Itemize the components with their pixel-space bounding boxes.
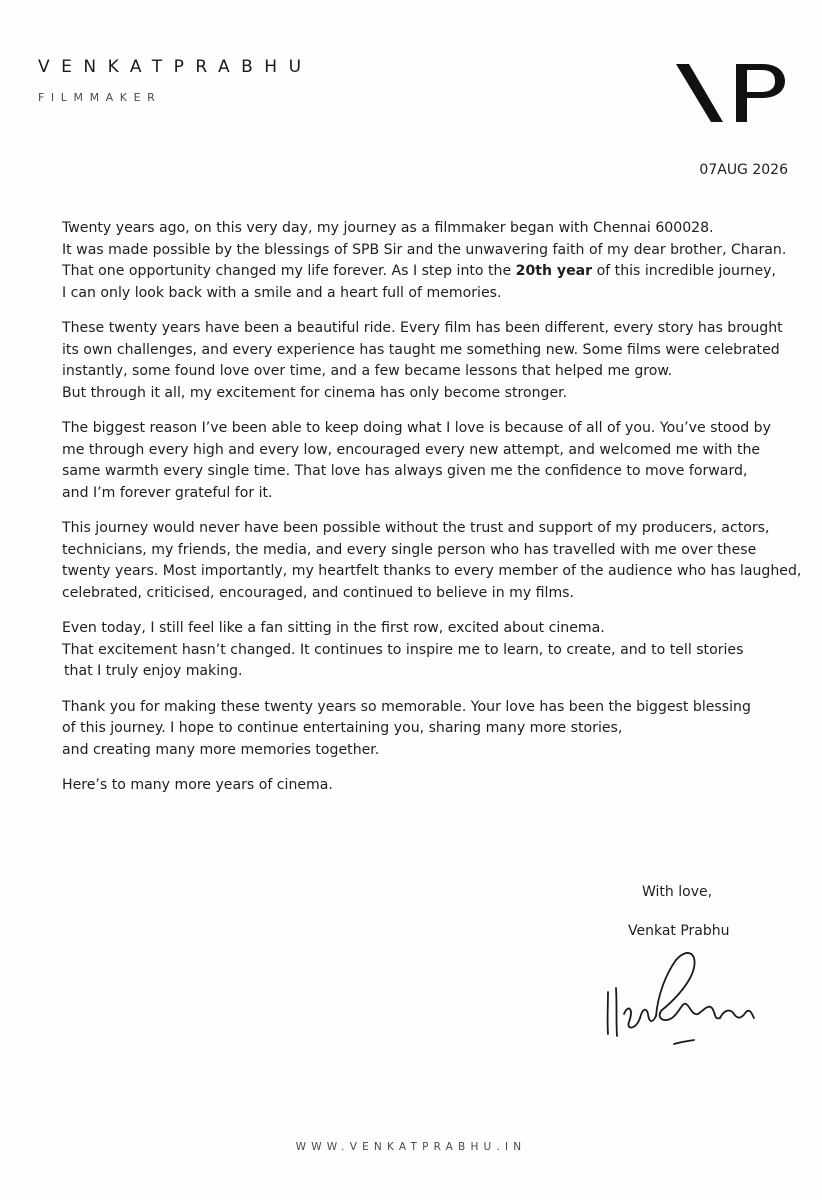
body-line: But through it all, my excitement for cinema has only become stronger. [62, 384, 568, 401]
vp-logo [676, 62, 786, 124]
body-line: celebrated, criticised, encouraged, and continued to believe in my films. [62, 584, 574, 601]
footer-website: WWW.VENKATPRABHU.IN [295, 1141, 527, 1153]
body-line: Here’s to many more years of cinema. [62, 777, 333, 793]
body-line: Even today, I still feel like a fan sitting in the first row, excited about cinema. [62, 620, 605, 636]
signer-name: Venkat Prabhu [628, 923, 730, 939]
body-line: same warmth every single time. That love has always given me the confidence to move forward, [62, 463, 748, 479]
paragraph-6 [62, 697, 807, 762]
body-line: and I’m forever grateful for it. [62, 484, 273, 501]
body-line: That excitement hasn’t changed. It continues to inspire me to learn, to create, and to tell stories [62, 641, 744, 658]
body-line: instantly, some found love over time, and a few became lessons that helped me grow. [62, 363, 673, 379]
body-line: Twenty years ago, on this very day, my journey as a filmmaker began with Chennai 600028. [62, 220, 714, 236]
body-line: me through every high and every low, encouraged every new attempt, and welcomed me with the [62, 441, 761, 458]
paragraph-7 [62, 775, 807, 797]
body-line: its own challenges, and every experience has taught me something new. Some films were celebrated [62, 341, 780, 358]
body-line: I can only look back with a smile and a heart full of memories. [62, 284, 502, 301]
paragraph-2 [62, 318, 807, 404]
highlight-20th-year: 20th year [515, 263, 593, 279]
body-line [62, 261, 807, 283]
body-line: This journey would never have been possible without the trust and support of my producers, actors, [62, 520, 770, 536]
paragraph-4 [62, 518, 807, 604]
body-line: of this journey. I hope to continue entertaining you, sharing many more stories, [62, 720, 623, 736]
body-line: and creating many more memories together. [62, 741, 380, 758]
body-line: Thank you for making these twenty years so memorable. Your love has been the biggest blessing [62, 698, 751, 715]
letterhead-title: FILMMAKER [38, 91, 162, 104]
body-line-part: That one opportunity changed my life forever. As I step into the [62, 263, 516, 279]
body-line: The biggest reason I’ve been able to keep doing what I love is because of all of you. You’ve stood by [62, 420, 771, 436]
paragraph-3 [62, 418, 807, 504]
handwritten-signature [596, 944, 766, 1054]
letter-body [62, 218, 807, 811]
letterhead-name: VENKATPRABHU [38, 57, 313, 77]
body-line: that I truly enjoy making. [64, 663, 243, 679]
body-line: These twenty years have been a beautiful ride. Every film has been different, every story has brought [62, 320, 783, 336]
body-line: technicians, my friends, the media, and every single person who has travelled with me over these [62, 541, 757, 558]
body-line: It was made possible by the blessings of SPB Sir and the unwavering faith of my dear brother, Charan. [62, 241, 787, 258]
letter-date: 07AUG 2026 [699, 162, 788, 178]
body-line-part: of this incredible journey, [592, 263, 776, 279]
closing-salutation: With love, [642, 884, 713, 900]
paragraph-5 [62, 618, 807, 683]
body-line: twenty years. Most importantly, my heartfelt thanks to every member of the audience who has laughed, [62, 563, 802, 579]
paragraph-1 [62, 218, 807, 304]
